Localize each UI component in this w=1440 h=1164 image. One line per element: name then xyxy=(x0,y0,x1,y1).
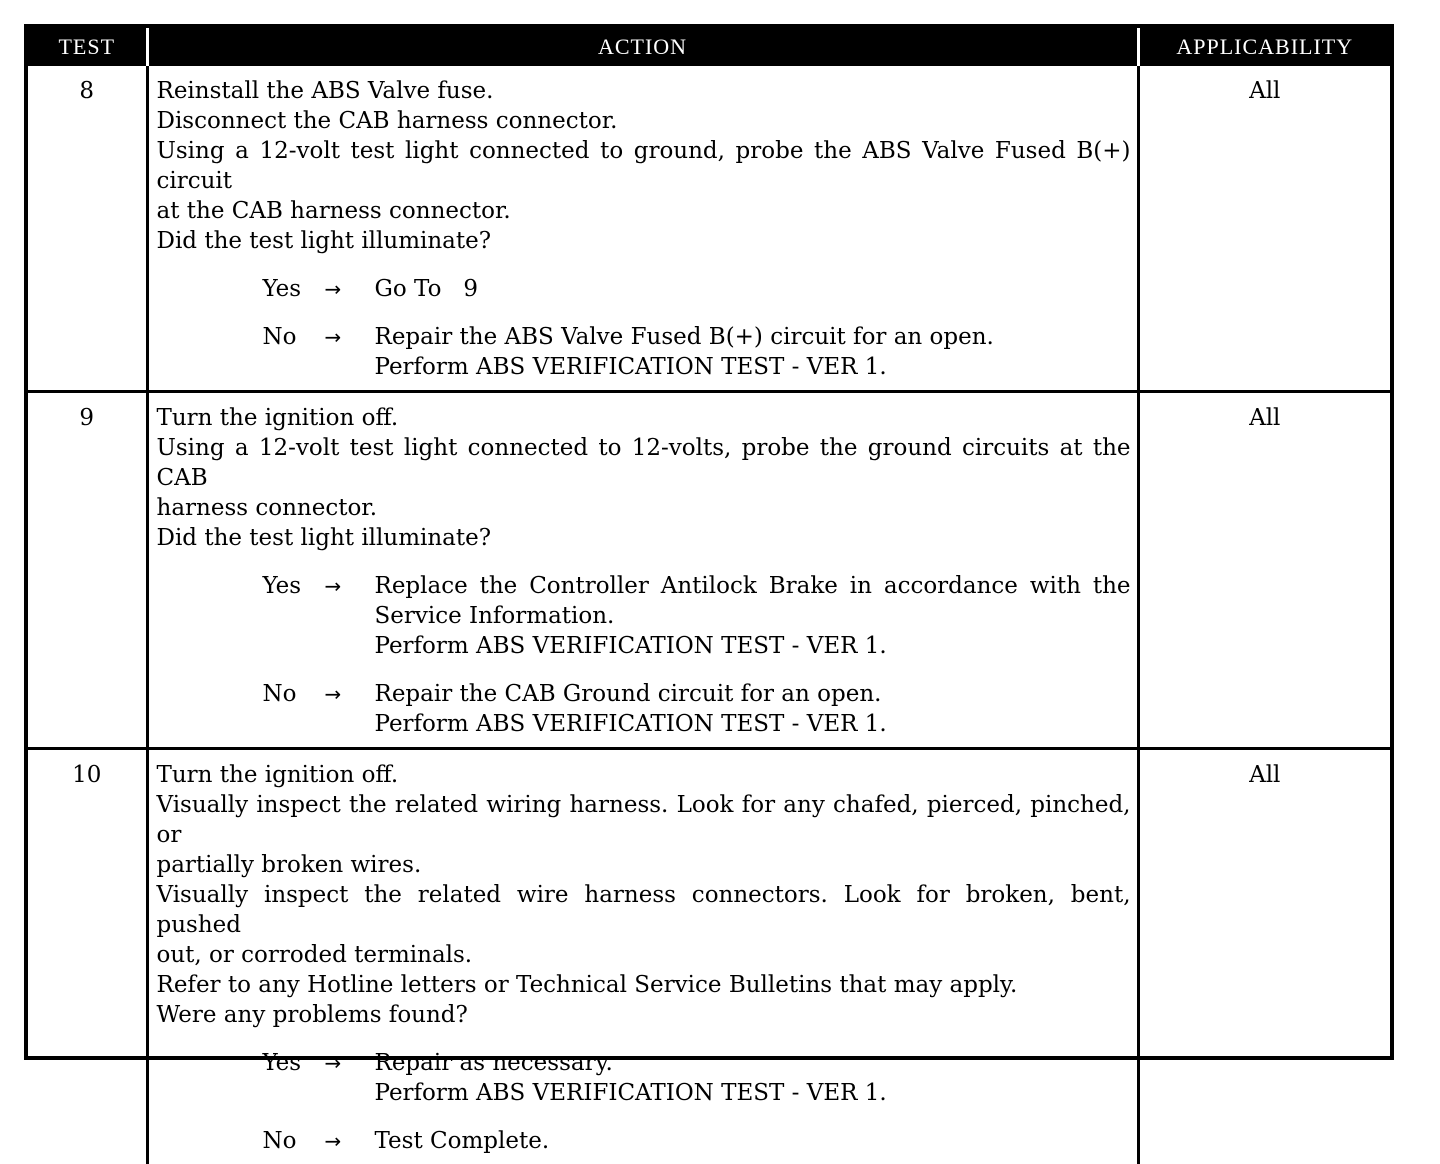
action-step: Using a 12-volt test light connected to 12-volts, probe the ground circuits at the CAB xyxy=(157,433,1131,493)
outcome-line: Perform ABS VERIFICATION TEST - VER 1. xyxy=(375,1078,1131,1108)
outcome-line: Test Complete. xyxy=(375,1126,1131,1156)
outcome-yes xyxy=(157,571,1131,661)
arrow-right-icon: → xyxy=(325,322,375,382)
action-step: Were any problems found? xyxy=(157,1000,1131,1030)
action-step: Visually inspect the related wiring harness. Look for any chafed, pierced, pinched, or xyxy=(157,790,1131,850)
test-number: 9 xyxy=(28,392,147,749)
action-step: Using a 12-volt test light connected to ground, probe the ABS Valve Fused B(+) circuit xyxy=(157,136,1131,196)
action-step: Refer to any Hotline letters or Technical Service Bulletins that may apply. xyxy=(157,970,1131,1000)
outcome-text xyxy=(375,322,1131,382)
arrow-right-icon: → xyxy=(325,571,375,661)
arrow-right-icon: → xyxy=(325,679,375,739)
action-step: Did the test light illuminate? xyxy=(157,226,1131,256)
outcome-text xyxy=(375,274,1131,304)
outcome-line: Repair the CAB Ground circuit for an open. xyxy=(375,679,1131,709)
outcome-line: Repair the ABS Valve Fused B(+) circuit for an open. xyxy=(375,322,1131,352)
test-number: 8 xyxy=(28,66,147,392)
outcome-line: Repair as necessary. xyxy=(375,1048,1131,1078)
outcome-line: Perform ABS VERIFICATION TEST - VER 1. xyxy=(375,631,1131,661)
table-row-test-9 xyxy=(28,392,1390,749)
outcome-line: Perform ABS VERIFICATION TEST - VER 1. xyxy=(375,709,1131,739)
outcome-no xyxy=(157,679,1131,739)
table-row-test-10 xyxy=(28,749,1390,1164)
action-step: out, or corroded terminals. xyxy=(157,940,1131,970)
header-row xyxy=(28,28,1390,66)
action-step: harness connector. xyxy=(157,493,1131,523)
applicability-cell: All xyxy=(1138,749,1390,1164)
outcome-no xyxy=(157,1126,1131,1156)
action-cell xyxy=(147,66,1138,392)
action-step: Did the test light illuminate? xyxy=(157,523,1131,553)
header-applicability: APPLICABILITY xyxy=(1138,28,1390,66)
applicability-cell: All xyxy=(1138,392,1390,749)
table-row-test-8 xyxy=(28,66,1390,392)
action-cell xyxy=(147,749,1138,1164)
action-step: at the CAB harness connector. xyxy=(157,196,1131,226)
arrow-right-icon: → xyxy=(325,1048,375,1108)
outcome-text xyxy=(375,571,1131,661)
header-test: TEST xyxy=(28,28,147,66)
outcome-line: Go To 9 xyxy=(375,274,1131,304)
test-table xyxy=(28,28,1390,1164)
outcome-label: No xyxy=(263,679,325,739)
arrow-right-icon: → xyxy=(325,274,375,304)
outcome-yes xyxy=(157,1048,1131,1108)
outcome-text xyxy=(375,1126,1131,1156)
test-number: 10 xyxy=(28,749,147,1164)
arrow-right-icon: → xyxy=(325,1126,375,1156)
action-step: Turn the ignition off. xyxy=(157,403,1131,433)
outcome-label: No xyxy=(263,322,325,382)
outcome-label: Yes xyxy=(263,571,325,661)
action-step: Visually inspect the related wire harness connectors. Look for broken, bent, pushed xyxy=(157,880,1131,940)
outcome-label: Yes xyxy=(263,274,325,304)
outcome-line: Service Information. xyxy=(375,601,1131,631)
outcome-label: No xyxy=(263,1126,325,1156)
action-step: Disconnect the CAB harness connector. xyxy=(157,106,1131,136)
diagnostic-test-table xyxy=(24,24,1394,1060)
outcome-text xyxy=(375,1048,1131,1108)
action-cell xyxy=(147,392,1138,749)
outcome-label: Yes xyxy=(263,1048,325,1108)
action-step: Reinstall the ABS Valve fuse. xyxy=(157,76,1131,106)
action-step: Turn the ignition off. xyxy=(157,760,1131,790)
applicability-cell: All xyxy=(1138,66,1390,392)
outcome-no xyxy=(157,322,1131,382)
outcome-text xyxy=(375,679,1131,739)
outcome-line: Perform ABS VERIFICATION TEST - VER 1. xyxy=(375,352,1131,382)
header-action: ACTION xyxy=(147,28,1138,66)
outcome-yes xyxy=(157,274,1131,304)
action-step: partially broken wires. xyxy=(157,850,1131,880)
outcome-line: Replace the Controller Antilock Brake in accordance with the xyxy=(375,571,1131,601)
